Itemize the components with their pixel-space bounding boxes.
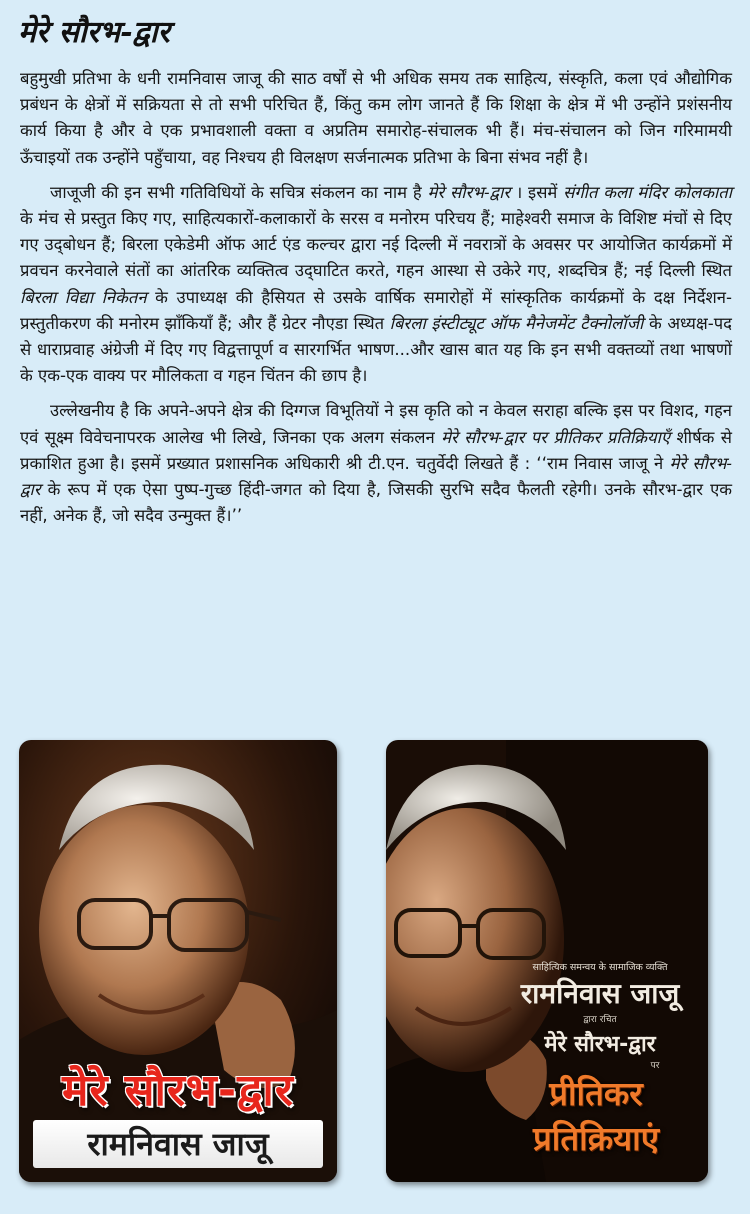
- paragraph-text: बहुमुखी प्रतिभा के धनी रामनिवास जाजू की साठ वर्षों से भी अधिक समय तक साहित्य, संस्कृति, कला एवं औद्योगिक प्रबंधन के क्षेत्रों में सक्रियता से तो सभी परिचित हैं, किंतु कम लोग जानते हैं कि शिक्षा के क्षेत्र में भी उन्होंने प्रशंसनीय कार्य किया है और वे एक प्रभावशाली वक्ता व अप्रतिम समारोह-संचालक भी हैं। मंच-संचालन को जिन गरिमामयी ऊँचाइयों तक उन्होंने पहुँचाया, वह निश्चय ही विलक्षण सर्जनात्मक प्रतिभा के बिना संभव नहीं है।: [20, 69, 732, 167]
- article-body: [20, 66, 732, 538]
- book-cover-pritikar-pratikriyaen: [386, 740, 708, 1182]
- italic-title-text: बिरला विद्या निकेतन: [20, 287, 147, 307]
- paragraph-text: शीर्षक से प्रकाशित हुआ है। इसमें प्रख्यात प्रशासनिक अधिकारी श्री टी.एन. चतुर्वेदी लिखते हैं : ‘‘राम निवास जाजू ने: [20, 427, 733, 473]
- paragraph-3: [20, 398, 732, 529]
- cover-title: प्रीतिकर प्रतिक्रियाएं: [533, 1074, 659, 1158]
- italic-title-text: संगीत कला मंदिर कोलकाता: [563, 182, 733, 202]
- cover-tagline: साहित्यिक समन्वय के सामाजिक व्यक्ति: [532, 962, 668, 973]
- paragraph-text: जाजूजी की इन सभी गतिविधियों के सचित्र संकलन का नाम है: [50, 182, 428, 202]
- italic-title-text: मेरे सौरभ-द्वार पर प्रीतिकर प्रतिक्रियाएँ: [441, 427, 671, 447]
- italic-title-text: बिरला इंस्टीट्यूट ऑफ मैनेजमेंट टैक्नोलॉजी: [389, 313, 644, 333]
- italic-title-text: मेरे सौरभ-द्वार: [20, 453, 733, 500]
- paragraph-text: के रूप में एक ऐसा पुष्प-गुच्छ हिंदी-जगत को दिया है, जिसकी सुरभि सदैव फैलती रहेगी। उनके सौरभ-द्वार एक नहीं, अनेक हैं, जो सदैव उन्मुक्त हैं।’’: [20, 480, 732, 526]
- cover-author: रामनिवास जाजू: [520, 977, 680, 1010]
- page-title: मेरे सौरभ-द्वार: [18, 15, 170, 50]
- italic-title-text: मेरे सौरभ-द्वार: [427, 182, 511, 202]
- cover-author: रामनिवास जाजू: [33, 1120, 323, 1168]
- cover-title: मेरे सौरभ-द्वार: [62, 1065, 294, 1116]
- paragraph-text: के अध्यक्ष-पद से धाराप्रवाह अंग्रेजी में दिए गए विद्वत्तापूर्ण व सारगर्भित भाषण...और खास बात यह कि इन सभी वक्तव्यों तथा भाषणों के एक-एक वाक्य पर मौलिकता व गहन चिंतन की छाप है।: [20, 313, 732, 386]
- cover-book-name: मेरे सौरभ-द्वार: [544, 1032, 656, 1057]
- paragraph-1: [20, 66, 732, 171]
- book-cover-mere-saurabh-dwar: [19, 740, 337, 1182]
- paragraph-text: के उपाध्यक्ष की हैसियत से उसके वार्षिक समारोहों में सांस्कृतिक कार्यक्रमों के दक्ष निर्देशन-प्रस्तुतीकरण की मनोरम झाँकियाँ हैं; और हैं ग्रेटर नौएडा स्थित: [20, 287, 733, 333]
- paragraph-2: [20, 180, 732, 390]
- cover-by-line: द्वारा रचित: [583, 1015, 617, 1025]
- paragraph-text: उल्लेखनीय है कि अपने-अपने क्षेत्र की दिग्गज विभूतियों ने इस कृति को न केवल सराहा बल्कि इस पर विशद, गहन एवं सूक्ष्म विवेचनापरक आलेख भी लिखे, जिनका एक अलग संकलन: [20, 401, 732, 447]
- paragraph-text: । इसमें: [510, 182, 564, 202]
- cover-par-word: पर: [650, 1061, 660, 1071]
- paragraph-text: के मंच से प्रस्तुत किए गए, साहित्यकारों-कलाकारों के सरस व मनोरम परिचय हैं; माहेश्वरी समाज के विशिष्ट मंचों से दिए गए उद्‌बोधन हैं; बिरला एकेडेमी ऑफ आर्ट एंड कल्चर द्वारा नई दिल्ली में नवरात्रों के अवसर पर आयोजित कार्यक्रमों में प्रवचन करनेवाले संतों का आंतरिक व्यक्तित्व उद्‌घाटित करते, गहन आस्था से उकेरे गए, शब्दचित्र हैं; नई दिल्ली स्थित: [20, 209, 732, 281]
